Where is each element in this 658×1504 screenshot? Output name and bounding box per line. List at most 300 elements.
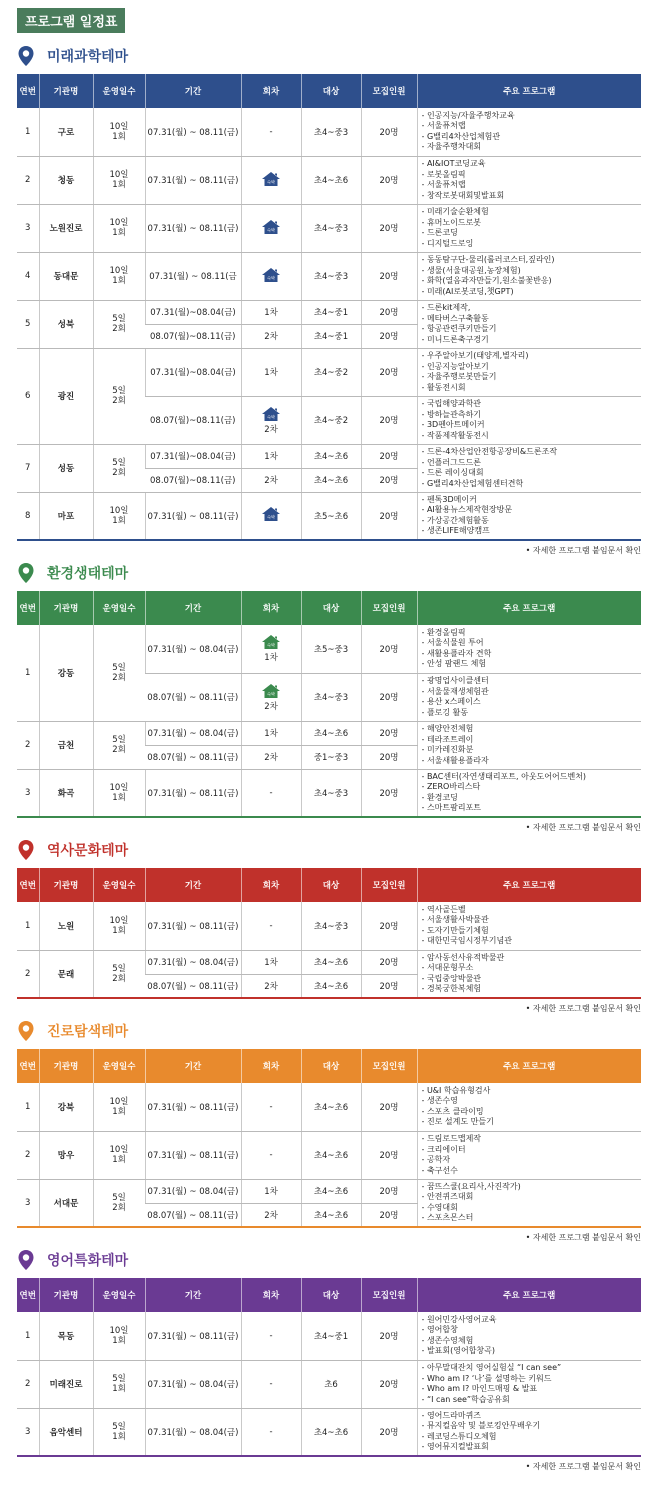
location-pin-icon <box>17 1249 35 1271</box>
quota-cell: 20명 <box>361 492 417 540</box>
column-header-inst: 기관명 <box>39 868 93 902</box>
period-cell: 08.07(월) ~ 08.11(금) <box>145 745 241 769</box>
days-line: 10일 <box>109 1325 129 1336</box>
days-line: 10일 <box>109 1096 129 1107</box>
program-list <box>422 628 642 670</box>
program-item: - 공학자 <box>422 1155 642 1166</box>
column-header-num: 연번 <box>17 591 39 625</box>
program-list <box>422 772 642 814</box>
theme-section-eng <box>17 1247 641 1472</box>
program-item: - 작품제작활동전시 <box>422 431 642 442</box>
column-header-num: 연번 <box>17 1278 39 1312</box>
round-cell: 2차 <box>241 1203 301 1227</box>
round-stack <box>242 506 301 525</box>
days-stack <box>94 1145 145 1165</box>
operating-days <box>93 902 145 950</box>
program-list <box>422 447 642 489</box>
table-row <box>17 252 641 300</box>
operating-days <box>93 204 145 252</box>
program-item: - 활동전시회 <box>422 383 642 394</box>
column-header-days: 운영일수 <box>93 1278 145 1312</box>
program-item: - 로봇올림픽 <box>422 170 642 181</box>
program-item: - 수영대회 <box>422 1203 642 1214</box>
round-cell: 1차 <box>241 348 301 396</box>
days-stack <box>94 458 145 478</box>
days-line: 1회 <box>112 515 126 526</box>
program-item: - 디지털드로잉 <box>422 239 642 250</box>
target-cell: 초4~중3 <box>301 204 361 252</box>
round-text: 2차 <box>264 701 278 712</box>
column-header-num: 연번 <box>17 1049 39 1083</box>
column-header-days: 운영일수 <box>93 868 145 902</box>
row-number: 1 <box>17 902 39 950</box>
reference-note: • 자세한 프로그램 붙임문서 확인 <box>17 822 641 833</box>
theme-title: 미래과학테마 <box>47 49 129 65</box>
column-header-period: 기간 <box>145 1278 241 1312</box>
column-header-period: 기간 <box>145 1049 241 1083</box>
column-header-num: 연번 <box>17 868 39 902</box>
days-stack <box>94 964 145 984</box>
table-header-row <box>17 1049 641 1083</box>
theme-header <box>17 1247 641 1273</box>
target-cell: 초5~중3 <box>301 625 361 673</box>
operating-days <box>93 108 145 156</box>
column-header-round: 회차 <box>241 74 301 108</box>
program-list <box>422 724 642 766</box>
lodging-label: 숙박 <box>266 275 276 281</box>
days-line: 5일 <box>112 1192 126 1203</box>
column-header-days: 운영일수 <box>93 74 145 108</box>
column-header-round: 회차 <box>241 1278 301 1312</box>
programs-cell <box>417 444 641 492</box>
quota-cell: 20명 <box>361 1408 417 1456</box>
program-item: - 자율주행로봇만들기 <box>422 372 642 383</box>
quota-cell: 20명 <box>361 745 417 769</box>
days-line: 10일 <box>109 218 129 228</box>
institution-name: 광진 <box>39 348 93 444</box>
quota-cell: 20명 <box>361 300 417 324</box>
program-list <box>422 351 642 393</box>
program-item: - 미래기술순환체험 <box>422 207 642 218</box>
days-stack <box>94 314 145 334</box>
operating-days <box>93 300 145 348</box>
programs-cell <box>417 1312 641 1360</box>
program-list <box>422 255 642 297</box>
row-number: 1 <box>17 625 39 721</box>
institution-name: 마포 <box>39 492 93 540</box>
days-line: 2회 <box>112 745 126 755</box>
column-header-period: 기간 <box>145 74 241 108</box>
period-cell: 07.31(월) ~ 08.04(금) <box>145 721 241 745</box>
period-cell: 07.31(월) ~ 08.11(금) <box>145 902 241 950</box>
column-header-round: 회차 <box>241 591 301 625</box>
program-list <box>422 1134 642 1176</box>
round-cell: - <box>241 1360 301 1408</box>
program-item: - 경복궁한복체험 <box>422 984 642 995</box>
column-header-days: 운영일수 <box>93 591 145 625</box>
program-item: - 테라조트레이 <box>422 735 642 746</box>
operating-days <box>93 1131 145 1179</box>
table-header-row <box>17 1278 641 1312</box>
program-list <box>422 207 642 249</box>
program-item: - 광명업사이클센터 <box>422 676 642 687</box>
table-row <box>17 300 641 324</box>
quota-cell: 20명 <box>361 204 417 252</box>
period-cell: 07.31(월) ~ 08.11(금) <box>145 1083 241 1131</box>
programs-cell <box>417 769 641 817</box>
lodging-label: 숙박 <box>266 414 276 420</box>
operating-days <box>93 769 145 817</box>
program-list <box>422 1086 642 1128</box>
column-header-target: 대상 <box>301 1278 361 1312</box>
round-stack <box>242 634 301 663</box>
target-cell: 초4~중1 <box>301 324 361 348</box>
table-row <box>17 1312 641 1360</box>
days-line: 1회 <box>112 1431 126 1442</box>
days-line: 2회 <box>112 1202 126 1213</box>
table-header-row <box>17 591 641 625</box>
reference-note: • 자세한 프로그램 붙임문서 확인 <box>17 545 641 556</box>
programs-cell <box>417 1179 641 1227</box>
table-row <box>17 625 641 673</box>
column-header-inst: 기관명 <box>39 591 93 625</box>
round-cell <box>241 252 301 300</box>
row-number: 2 <box>17 950 39 998</box>
table-row <box>17 156 641 204</box>
column-header-period: 기간 <box>145 591 241 625</box>
program-list <box>422 1182 642 1224</box>
theme-header <box>17 1018 641 1044</box>
target-cell: 초4~초6 <box>301 1408 361 1456</box>
target-cell: 초4~중1 <box>301 1312 361 1360</box>
days-line: 2회 <box>112 672 126 683</box>
target-cell: 초4~초6 <box>301 950 361 974</box>
program-list <box>422 111 642 153</box>
program-item: - 항공관련쿠키만들기 <box>422 324 642 335</box>
days-line: 1회 <box>112 1384 126 1394</box>
program-item: - G밸리4차산업체험관 <box>422 132 642 143</box>
column-header-quota: 모집인원 <box>361 868 417 902</box>
lodging-label: 숙박 <box>266 642 276 648</box>
program-item: - 미래(AI로봇코딩,챗GPT) <box>422 287 642 298</box>
lodging-house-icon <box>261 219 281 238</box>
program-item: - 언플러그드드론 <box>422 458 642 469</box>
column-header-programs: 주요 프로그램 <box>417 74 641 108</box>
days-stack <box>94 170 145 190</box>
theme-header <box>17 43 641 69</box>
institution-name: 서대문 <box>39 1179 93 1227</box>
round-cell: 2차 <box>241 974 301 998</box>
period-cell: 07.31(월) ~ 08.11(금) <box>145 1312 241 1360</box>
period-cell: 08.07(월)~08.11(금) <box>145 396 241 444</box>
target-cell: 초4~중3 <box>301 769 361 817</box>
days-line: 10일 <box>109 1145 129 1155</box>
programs-cell <box>417 396 641 444</box>
program-item: - 동동탐구단-물리(롤러코스터,짚라인) <box>422 255 642 266</box>
program-list <box>422 905 642 947</box>
quota-cell: 20명 <box>361 974 417 998</box>
round-cell: - <box>241 1083 301 1131</box>
days-stack <box>94 506 145 526</box>
program-item: - 용산 x스페이스 <box>422 697 642 708</box>
theme-header <box>17 560 641 586</box>
row-number: 4 <box>17 252 39 300</box>
period-cell: 07.31(월)~08.04(금) <box>145 300 241 324</box>
quota-cell: 20명 <box>361 1312 417 1360</box>
round-text: 2차 <box>264 424 278 435</box>
quota-cell: 20명 <box>361 444 417 468</box>
table-header-row <box>17 868 641 902</box>
operating-days <box>93 1408 145 1456</box>
institution-name: 강동 <box>39 625 93 721</box>
days-line: 1회 <box>112 180 126 190</box>
program-item: - 우주알아보기(태양계,별자리) <box>422 351 642 362</box>
program-item: - 해양안전체험 <box>422 724 642 735</box>
quota-cell: 20명 <box>361 673 417 721</box>
round-cell: 2차 <box>241 468 301 492</box>
days-stack <box>94 386 145 406</box>
column-header-programs: 주요 프로그램 <box>417 1278 641 1312</box>
column-header-quota: 모집인원 <box>361 1049 417 1083</box>
round-cell: - <box>241 1131 301 1179</box>
lodging-house-icon <box>261 406 281 425</box>
table-row <box>17 348 641 396</box>
round-cell <box>241 492 301 540</box>
program-item: - 드론kit제작, <box>422 303 642 314</box>
operating-days <box>93 348 145 444</box>
table-row <box>17 902 641 950</box>
table-row <box>17 1408 641 1456</box>
target-cell: 초6 <box>301 1360 361 1408</box>
row-number: 2 <box>17 1360 39 1408</box>
operating-days <box>93 252 145 300</box>
target-cell: 초4~중3 <box>301 252 361 300</box>
period-cell: 07.31(월) ~ 08.11(금) <box>145 108 241 156</box>
program-item: - Who am I? ‘나’를 설명하는 키워드 <box>422 1374 642 1385</box>
institution-name: 청동 <box>39 156 93 204</box>
days-line: 10일 <box>109 915 129 926</box>
lodging-label: 숙박 <box>266 227 276 233</box>
column-header-period: 기간 <box>145 868 241 902</box>
quota-cell: 20명 <box>361 769 417 817</box>
table-row <box>17 1131 641 1179</box>
round-cell: 2차 <box>241 745 301 769</box>
round-cell: 1차 <box>241 300 301 324</box>
program-item: - 아무말대잔치 영어실험실 “I can see” <box>422 1363 642 1374</box>
column-header-quota: 모집인원 <box>361 591 417 625</box>
program-item: - 레코딩스튜디오체험 <box>422 1432 642 1443</box>
program-item: - AI활용뉴스제작현장방문 <box>422 505 642 516</box>
program-item: - BAC센터(자연생태리포트, 아웃도어어드벤처) <box>422 772 642 783</box>
quota-cell: 20명 <box>361 348 417 396</box>
days-line: 1회 <box>112 925 126 936</box>
days-line: 1회 <box>112 1106 126 1117</box>
days-line: 5일 <box>112 735 126 745</box>
round-stack <box>242 219 301 238</box>
target-cell: 초4~초6 <box>301 1083 361 1131</box>
program-list <box>422 159 642 201</box>
days-line: 5일 <box>112 458 126 468</box>
operating-days <box>93 156 145 204</box>
operating-days <box>93 721 145 769</box>
period-cell: 07.31(월) ~ 08.11(금 <box>145 252 241 300</box>
days-line: 10일 <box>109 782 129 793</box>
quota-cell: 20명 <box>361 1083 417 1131</box>
target-cell: 초4~초6 <box>301 156 361 204</box>
program-item: - 서울새활용플라자 <box>422 756 642 767</box>
days-line: 2회 <box>112 324 126 334</box>
row-number: 1 <box>17 108 39 156</box>
period-cell: 07.31(월) ~ 08.04(금) <box>145 1408 241 1456</box>
program-item: - AI&IOT코딩교육 <box>422 159 642 170</box>
period-cell: 08.07(월) ~ 08.11(금) <box>145 1203 241 1227</box>
quota-cell: 20명 <box>361 396 417 444</box>
column-header-inst: 기관명 <box>39 1049 93 1083</box>
target-cell: 초4~초6 <box>301 1179 361 1203</box>
days-line: 5일 <box>112 1421 126 1432</box>
reference-note: • 자세한 프로그램 붙임문서 확인 <box>17 1232 641 1243</box>
theme-section-yeok <box>17 837 641 1014</box>
program-item: - 메타버스구축활동 <box>422 314 642 325</box>
days-stack <box>94 1374 145 1394</box>
table-row <box>17 721 641 745</box>
program-item: - 대한민국임시정부기념관 <box>422 936 642 947</box>
column-header-quota: 모집인원 <box>361 74 417 108</box>
program-item: - 생물(서울대공원,농장체험) <box>422 266 642 277</box>
round-cell: - <box>241 769 301 817</box>
column-header-target: 대상 <box>301 868 361 902</box>
program-item: - 생존LIFE해양캠프 <box>422 526 642 537</box>
program-list <box>422 676 642 718</box>
program-list <box>422 303 642 345</box>
operating-days <box>93 1179 145 1227</box>
column-header-round: 회차 <box>241 868 301 902</box>
location-pin-icon <box>17 839 35 861</box>
target-cell: 초4~초6 <box>301 444 361 468</box>
institution-name: 미래진로 <box>39 1360 93 1408</box>
program-list <box>422 399 642 441</box>
program-item: - 미니드론축구경기 <box>422 335 642 346</box>
program-item: - 자율주행차대회 <box>422 142 642 153</box>
program-item: - 역사골든벨 <box>422 905 642 916</box>
days-line: 10일 <box>109 170 129 180</box>
theme-section-jin <box>17 1018 641 1243</box>
program-item: - 펜톡3D메이커 <box>422 495 642 506</box>
days-line: 1회 <box>112 1335 126 1346</box>
target-cell: 중1~중3 <box>301 745 361 769</box>
quota-cell: 20명 <box>361 721 417 745</box>
column-header-target: 대상 <box>301 74 361 108</box>
program-item: - 생존수영 <box>422 1096 642 1107</box>
row-number: 1 <box>17 1312 39 1360</box>
institution-name: 금천 <box>39 721 93 769</box>
round-cell: - <box>241 108 301 156</box>
institution-name: 망우 <box>39 1131 93 1179</box>
column-header-programs: 주요 프로그램 <box>417 868 641 902</box>
operating-days <box>93 1312 145 1360</box>
theme-header <box>17 837 641 863</box>
quota-cell: 20명 <box>361 950 417 974</box>
period-cell: 07.31(월) ~ 08.11(금) <box>145 769 241 817</box>
programs-cell <box>417 348 641 396</box>
round-cell <box>241 625 301 673</box>
row-number: 8 <box>17 492 39 540</box>
days-line: 2회 <box>112 468 126 478</box>
program-item: - 드론 레이싱대회 <box>422 468 642 479</box>
days-line: 5일 <box>112 1374 126 1384</box>
period-cell: 07.31(월) ~ 08.11(금) <box>145 1131 241 1179</box>
programs-cell <box>417 673 641 721</box>
programs-cell <box>417 1131 641 1179</box>
program-item: - 인공지능/자율주행차교육 <box>422 111 642 122</box>
target-cell: 초4~초6 <box>301 1131 361 1179</box>
schedule-table <box>17 591 641 818</box>
program-item: - 미카레진화분 <box>422 745 642 756</box>
program-item: - 서울퓨처랩 <box>422 180 642 191</box>
days-stack <box>94 1326 145 1346</box>
column-header-target: 대상 <box>301 591 361 625</box>
round-cell: 1차 <box>241 1179 301 1203</box>
table-row <box>17 1360 641 1408</box>
column-header-round: 회차 <box>241 1049 301 1083</box>
institution-name: 성북 <box>39 300 93 348</box>
program-item: - 발표회(영어합창곡) <box>422 1346 642 1357</box>
program-item: - 휴머노이드로봇 <box>422 218 642 229</box>
period-cell: 08.07(월)~08.11(금) <box>145 324 241 348</box>
institution-name: 문래 <box>39 950 93 998</box>
quota-cell: 20명 <box>361 108 417 156</box>
days-line: 1회 <box>112 792 126 803</box>
theme-section-mirai <box>17 43 641 556</box>
program-item: - 서울생활사박물관 <box>422 915 642 926</box>
round-stack <box>242 406 301 435</box>
days-line: 1회 <box>112 228 126 238</box>
table-row <box>17 492 641 540</box>
program-item: - “I can see”학습공유회 <box>422 1395 642 1406</box>
table-row <box>17 950 641 974</box>
institution-name: 성동 <box>39 444 93 492</box>
program-item: - 국립중앙박물관 <box>422 974 642 985</box>
program-item: - 환경올림픽 <box>422 628 642 639</box>
program-item: - 스포츠 클라이밍 <box>422 1107 642 1118</box>
location-pin-icon <box>17 562 35 584</box>
schedule-table <box>17 1278 641 1457</box>
round-text: 1차 <box>264 653 278 664</box>
programs-cell <box>417 1408 641 1456</box>
theme-title: 환경생태테마 <box>47 566 129 582</box>
table-header-row <box>17 74 641 108</box>
lodging-house-icon <box>261 506 281 525</box>
operating-days <box>93 625 145 721</box>
institution-name: 목동 <box>39 1312 93 1360</box>
quota-cell: 20명 <box>361 156 417 204</box>
program-item: - 환경코딩 <box>422 793 642 804</box>
period-cell: 07.31(월) ~ 08.11(금) <box>145 156 241 204</box>
row-number: 3 <box>17 769 39 817</box>
location-pin-icon <box>17 45 35 67</box>
programs-cell <box>417 108 641 156</box>
lodging-house-icon <box>261 683 281 702</box>
lodging-house-icon <box>261 267 281 286</box>
program-item: - 창작로봇대회및발표회 <box>422 191 642 202</box>
program-item: - Who am I? 마인드매핑 & 발표 <box>422 1384 642 1395</box>
theme-title: 진로탐색테마 <box>47 1024 129 1040</box>
round-cell: - <box>241 902 301 950</box>
round-stack <box>242 683 301 712</box>
period-cell: 07.31(월) ~ 08.04(금) <box>145 625 241 673</box>
institution-name: 노원진로 <box>39 204 93 252</box>
programs-cell <box>417 252 641 300</box>
